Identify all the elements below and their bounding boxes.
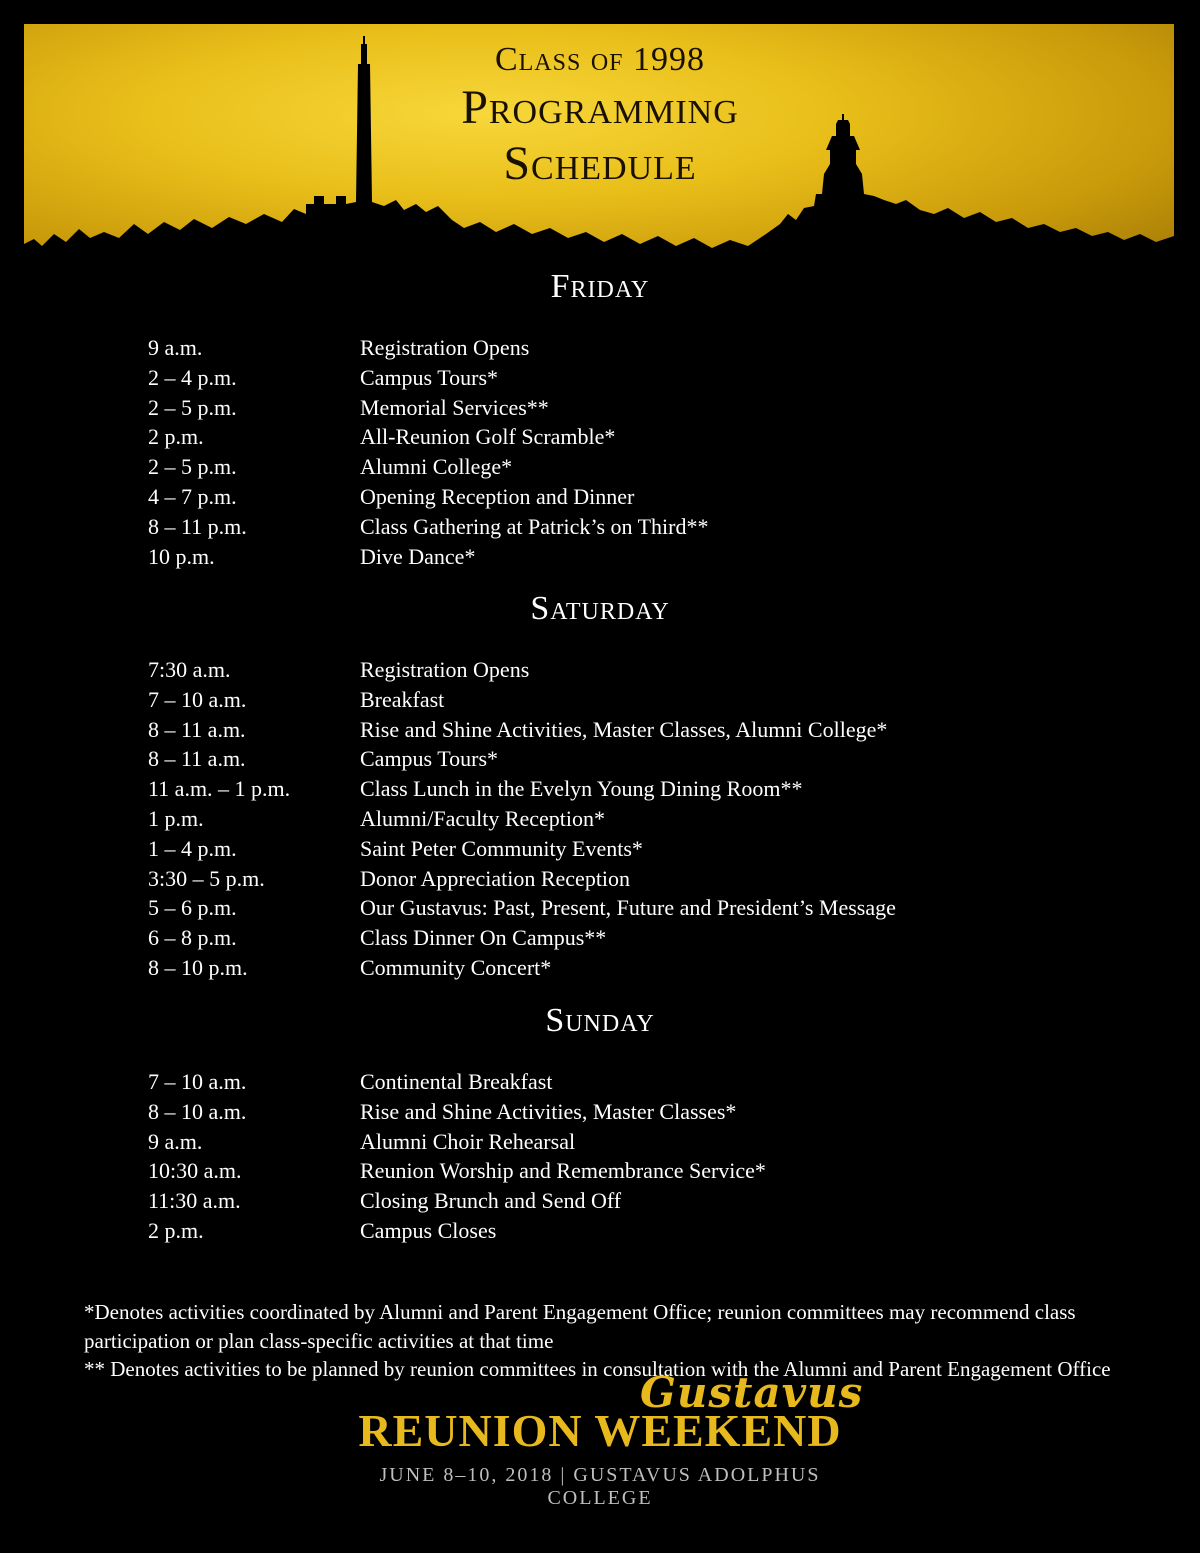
event-title: Continental Breakfast: [360, 1069, 553, 1094]
reunion-weekend-logo: [340, 1368, 864, 1518]
event-time: 8 – 10 a.m.: [148, 1098, 247, 1124]
event-time: 2 – 4 p.m.: [148, 364, 237, 390]
schedule-row: [148, 1067, 766, 1097]
footnote-single-asterisk: *Denotes activities coordinated by Alumni and Parent Engagement Office; reunion committees may recommend class participation or plan class-specific activities at that time: [84, 1300, 1076, 1353]
schedule-row: [148, 333, 709, 363]
event-title: Saint Peter Community Events*: [360, 835, 643, 861]
page-title: [0, 40, 1200, 192]
event-time: 3:30 – 5 p.m.: [148, 865, 265, 891]
sunday-schedule: [148, 1067, 766, 1246]
event-title: Rise and Shine Activities, Master Classes, Alumni College*: [360, 716, 888, 742]
event-title: Class Lunch in the Evelyn Young Dining Room**: [360, 776, 803, 802]
event-title: Campus Tours*: [360, 746, 499, 772]
event-time: 1 – 4 p.m.: [148, 835, 237, 861]
saturday-heading: Saturday: [530, 590, 670, 627]
schedule-row: [148, 774, 896, 804]
schedule-row: [148, 482, 709, 512]
schedule-row: [148, 834, 896, 864]
event-time: 5 – 6 p.m.: [148, 895, 237, 921]
event-time: 1 p.m.: [148, 805, 204, 831]
event-title: Donor Appreciation Reception: [360, 865, 631, 891]
event-time: 2 p.m.: [148, 1217, 204, 1243]
event-time: 7 – 10 a.m.: [148, 686, 247, 712]
event-time: 2 p.m.: [148, 424, 204, 450]
title-line-1: Class of 1998: [494, 41, 706, 78]
event-title: Community Concert*: [360, 954, 552, 980]
event-time: 7 – 10 a.m.: [148, 1069, 247, 1094]
event-time: 8 – 11 a.m.: [148, 746, 246, 772]
schedule-row: [148, 953, 896, 983]
event-title: Dive Dance*: [360, 543, 476, 569]
schedule-row: [148, 804, 896, 834]
event-time: 11 a.m. – 1 p.m.: [148, 776, 291, 802]
event-title: Class Dinner On Campus**: [360, 925, 607, 951]
schedule-row: [148, 655, 896, 685]
event-time: 4 – 7 p.m.: [148, 483, 237, 509]
event-title: All-Reunion Golf Scramble*: [360, 424, 616, 450]
event-time: 10:30 a.m.: [148, 1158, 242, 1184]
event-time: 10 p.m.: [148, 543, 215, 569]
schedule-row: [148, 715, 896, 745]
event-title: Alumni/Faculty Reception*: [360, 805, 606, 831]
saturday-schedule: [148, 655, 896, 983]
schedule-row: [148, 685, 896, 715]
event-title: Alumni Choir Rehearsal: [360, 1128, 576, 1154]
schedule-row: [148, 542, 709, 572]
event-title: Registration Opens: [360, 335, 530, 360]
event-title: Class Gathering at Patrick’s on Third**: [360, 513, 709, 539]
event-time: 9 a.m.: [148, 335, 203, 360]
event-time: 2 – 5 p.m.: [148, 454, 237, 480]
friday-schedule: [148, 333, 709, 571]
event-title: Registration Opens: [360, 657, 530, 682]
sunday-heading: Sunday: [545, 1002, 655, 1039]
footnote-double-asterisk: ** Denotes activities to be planned by reunion committees in consultation with the Alumni and Parent Engagement Office: [84, 1357, 1111, 1381]
schedule-row: [148, 744, 896, 774]
event-title: Our Gustavus: Past, Present, Future and President’s Message: [360, 895, 896, 921]
schedule-row: [148, 1216, 766, 1246]
event-title: Campus Tours*: [360, 364, 499, 390]
title-line-2: Programming: [461, 81, 739, 134]
schedule-row: [148, 393, 709, 423]
schedule-row: [148, 923, 896, 953]
event-title: Reunion Worship and Remembrance Service*: [360, 1158, 766, 1184]
logo-subtitle: JUNE 8–10, 2018 | GUSTAVUS ADOLPHUS COLLEGE: [379, 1464, 821, 1509]
event-title: Campus Closes: [360, 1217, 497, 1243]
logo-script-wordmark: Gustavus: [640, 1368, 864, 1417]
event-title: Closing Brunch and Send Off: [360, 1188, 622, 1214]
event-time: 11:30 a.m.: [148, 1188, 241, 1214]
schedule-row: [148, 1097, 766, 1127]
schedule-row: [148, 1156, 766, 1186]
event-time: 8 – 10 p.m.: [148, 954, 248, 980]
event-time: 7:30 a.m.: [148, 657, 231, 682]
event-time: 6 – 8 p.m.: [148, 925, 237, 951]
schedule-row: [148, 363, 709, 393]
friday-heading: Friday: [550, 268, 650, 305]
event-time: 9 a.m.: [148, 1128, 203, 1154]
event-time: 8 – 11 a.m.: [148, 716, 246, 742]
event-title: Rise and Shine Activities, Master Classes*: [360, 1098, 737, 1124]
schedule-row: [148, 512, 709, 542]
event-time: 8 – 11 p.m.: [148, 513, 247, 539]
schedule-row: [148, 864, 896, 894]
event-title: Memorial Services**: [360, 394, 549, 420]
logo-title: REUNION WEEKEND: [358, 1405, 842, 1456]
event-title: Opening Reception and Dinner: [360, 483, 635, 509]
title-line-3: Schedule: [503, 137, 697, 190]
event-title: Breakfast: [360, 686, 445, 712]
schedule-row: [148, 452, 709, 482]
event-title: Alumni College*: [360, 454, 513, 480]
event-time: 2 – 5 p.m.: [148, 394, 237, 420]
schedule-row: [148, 422, 709, 452]
schedule-row: [148, 893, 896, 923]
schedule-row: [148, 1186, 766, 1216]
schedule-row: [148, 1127, 766, 1157]
